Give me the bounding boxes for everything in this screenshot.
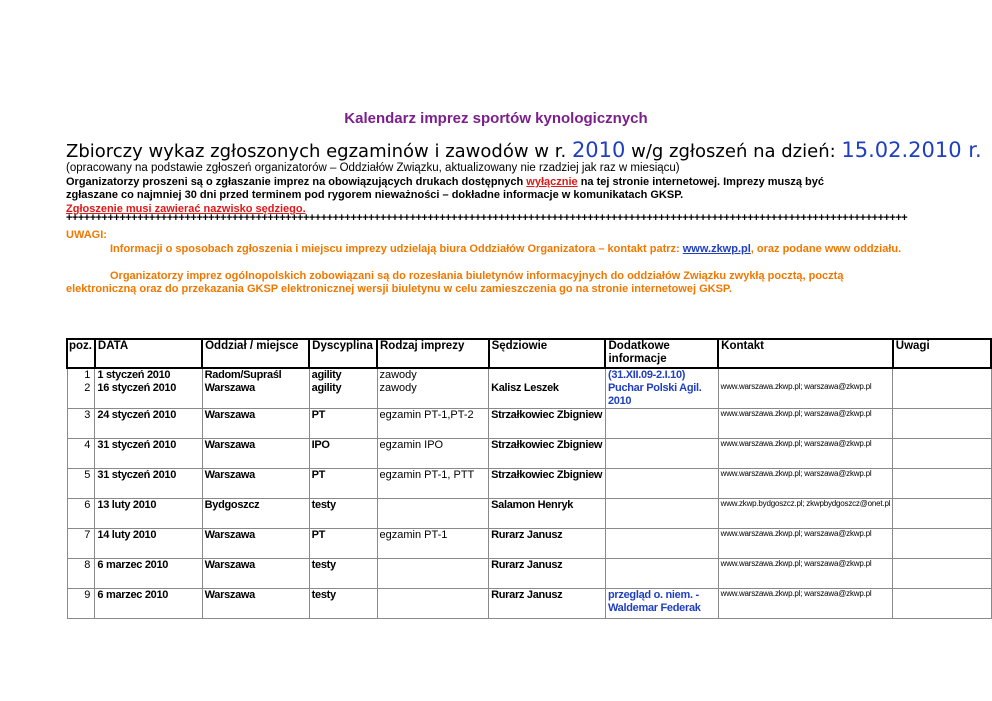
cell-oddzial: Warszawa: [202, 382, 309, 409]
table-row: [67, 529, 991, 559]
heading-date: 15.02.2010 r.: [841, 138, 982, 162]
column-header-sedziowie: Sędziowie: [489, 339, 606, 368]
cell-dyscyplina: agility: [309, 382, 377, 409]
cell-dodatkowe: Puchar Polski Agil. 2010: [605, 382, 718, 409]
cell-oddzial: Bydgoszcz: [202, 499, 309, 529]
cell-poz: 3: [67, 409, 95, 439]
organizers-text-a: Organizatorzy proszeni są o zgłaszanie imprez na obowiązujących drukach dostępnych: [66, 176, 527, 188]
heading-year: 2010: [571, 138, 626, 162]
cell-rodzaj: [377, 589, 489, 619]
column-header-oddzial: Oddział / miejsce: [202, 339, 309, 368]
events-table: [66, 338, 992, 619]
cell-oddzial: Warszawa: [202, 529, 309, 559]
cell-kontakt: www.warszawa.zkwp.pl; warszawa@zkwp.pl: [718, 409, 893, 439]
column-header-dyscyplina: Dyscyplina: [309, 339, 377, 368]
table-row: [67, 559, 991, 589]
cell-oddzial: Warszawa: [202, 589, 309, 619]
judge-name-requirement: Zgłoszenie musi zawierać nazwisko sędziego.: [66, 203, 306, 215]
cell-sedziowie: Strzałkowiec Zbigniew: [489, 469, 606, 499]
cell-poz: 4: [67, 439, 95, 469]
table-row: [67, 368, 991, 382]
cell-oddzial: Warszawa: [202, 439, 309, 469]
zkwp-link[interactable]: www.zkwp.pl: [682, 243, 751, 255]
table-row: [67, 469, 991, 499]
table-row: [67, 382, 991, 409]
cell-sedziowie: Rurarz Janusz: [489, 529, 606, 559]
cell-sedziowie: Rurarz Janusz: [489, 559, 606, 589]
cell-oddzial: Warszawa: [202, 559, 309, 589]
cell-oddzial: Warszawa: [202, 409, 309, 439]
cell-data: 6 marzec 2010: [95, 589, 202, 619]
cell-rodzaj: [377, 499, 489, 529]
cell-poz: 1: [67, 368, 95, 382]
heading-middle: w/g zgłoszeń na dzień:: [625, 141, 842, 162]
info1-text-a: Informacji o sposobach zgłoszenia i miejscu imprezy udzielają biura Oddziałów Organizatora – kontakt patrz:: [110, 243, 683, 255]
cell-dyscyplina: PT: [309, 409, 377, 439]
cell-data: 1 styczeń 2010: [95, 368, 202, 382]
cell-oddzial: Warszawa: [202, 469, 309, 499]
info-paragraph-1: [66, 243, 916, 256]
page-title: Kalendarz imprez sportów kynologicznych: [344, 110, 648, 127]
cell-data: 6 marzec 2010: [95, 559, 202, 589]
organizers-notice-line-2: zgłaszane co najmniej 30 dni przed terminem pod rygorem nieważności – dokładne informacje w komunikatach GKSP.: [66, 189, 684, 201]
cell-dyscyplina: agility: [309, 368, 377, 382]
cell-uwagi: [893, 382, 991, 409]
cell-uwagi: [893, 499, 991, 529]
cell-sedziowie: Strzałkowiec Zbigniew: [489, 439, 606, 469]
compilation-note: (opracowany na podstawie zgłoszeń organizatorów – Oddziałów Związku, aktualizowany nie rzadziej jak raz w miesiącu): [66, 162, 680, 174]
cell-uwagi: [893, 409, 991, 439]
table-header-row: [67, 339, 991, 368]
cell-poz: 8: [67, 559, 95, 589]
cell-rodzaj: egzamin PT-1, PTT: [377, 469, 489, 499]
cell-sedziowie: Strzałkowiec Zbigniew: [489, 409, 606, 439]
table-row: [67, 409, 991, 439]
cell-kontakt: www.warszawa.zkwp.pl; warszawa@zkwp.pl: [718, 589, 893, 619]
cell-kontakt: www.warszawa.zkwp.pl; warszawa@zkwp.pl: [718, 382, 893, 409]
cell-sedziowie: [489, 368, 606, 382]
cell-dyscyplina: testy: [309, 499, 377, 529]
cell-rodzaj: zawody: [377, 382, 489, 409]
cell-kontakt: www.warszawa.zkwp.pl; warszawa@zkwp.pl: [718, 469, 893, 499]
column-header-kontakt: Kontakt: [718, 339, 893, 368]
cell-dodatkowe: [605, 409, 718, 439]
cell-dodatkowe: [605, 439, 718, 469]
cell-dyscyplina: testy: [309, 559, 377, 589]
cell-sedziowie: Kalisz Leszek: [489, 382, 606, 409]
column-header-rodzaj: Rodzaj imprezy: [377, 339, 489, 368]
cell-kontakt: www.warszawa.zkwp.pl; warszawa@zkwp.pl: [718, 529, 893, 559]
cell-data: 24 styczeń 2010: [95, 409, 202, 439]
cell-oddzial: Radom/Supraśl: [202, 368, 309, 382]
cell-kontakt: www.warszawa.zkwp.pl; warszawa@zkwp.pl: [718, 439, 893, 469]
cell-sedziowie: Rurarz Janusz: [489, 589, 606, 619]
column-header-dodatkowe: Dodatkowe informacje: [605, 339, 718, 368]
cell-poz: 6: [67, 499, 95, 529]
cell-rodzaj: egzamin PT-1,PT-2: [377, 409, 489, 439]
cell-poz: 2: [67, 382, 95, 409]
cell-dyscyplina: PT: [309, 469, 377, 499]
cell-dodatkowe: [605, 469, 718, 499]
cell-uwagi: [893, 368, 991, 382]
cell-kontakt: [718, 368, 893, 382]
cell-uwagi: [893, 439, 991, 469]
organizers-text-b: na tej stronie internetowej. Imprezy muszą być: [577, 176, 824, 188]
cell-data: 16 styczeń 2010: [95, 382, 202, 409]
info-paragraph-2: Organizatorzy imprez ogólnopolskich zobowiązani są do rozesłania biuletynów informacyjnych do oddziałów Związku zwykłą pocztą, pocztą elektroniczną oraz do przekazania GKSP elektronicznej wersji biuletynu w celu zamieszczenia go na stronie internetowej GKSP.: [66, 270, 844, 295]
uwagi-label: UWAGI:: [66, 229, 107, 241]
organizers-notice-line-1: [66, 176, 824, 188]
cell-sedziowie: Salamon Henryk: [489, 499, 606, 529]
table-row: [67, 439, 991, 469]
cell-dodatkowe: [605, 559, 718, 589]
summary-heading: [66, 138, 982, 162]
cell-dyscyplina: IPO: [309, 439, 377, 469]
column-header-poz: poz.: [67, 339, 95, 368]
cell-rodzaj: egzamin PT-1: [377, 529, 489, 559]
cell-uwagi: [893, 469, 991, 499]
organizers-highlight: wyłącznie: [526, 176, 578, 188]
cell-data: 14 luty 2010: [95, 529, 202, 559]
cell-data: 13 luty 2010: [95, 499, 202, 529]
heading-prefix: Zbiorczy wykaz zgłoszonych egzaminów i zawodów w r.: [66, 141, 572, 162]
cell-data: 31 styczeń 2010: [95, 469, 202, 499]
separator-line: ++++++++++++++++++++++++++++++++++++++++++++++++++++++++++++++++++++++++++++++++++++++++++++++++++++++++++++++++++++++++++++++++++++++++++++++: [66, 212, 908, 224]
cell-poz: 7: [67, 529, 95, 559]
column-header-uwagi: Uwagi: [893, 339, 991, 368]
cell-poz: 9: [67, 589, 95, 619]
cell-uwagi: [893, 529, 991, 559]
cell-rodzaj: zawody: [377, 368, 489, 382]
column-header-data: DATA: [95, 339, 202, 368]
cell-poz: 5: [67, 469, 95, 499]
cell-dyscyplina: testy: [309, 589, 377, 619]
cell-dyscyplina: PT: [309, 529, 377, 559]
cell-uwagi: [893, 559, 991, 589]
cell-kontakt: www.warszawa.zkwp.pl; warszawa@zkwp.pl: [718, 559, 893, 589]
cell-rodzaj: egzamin IPO: [377, 439, 489, 469]
table-row: [67, 589, 991, 619]
cell-dodatkowe: przegląd o. niem. - Waldemar Federak: [605, 589, 718, 619]
cell-dodatkowe: (31.XII.09-2.I.10): [605, 368, 718, 382]
cell-dodatkowe: [605, 529, 718, 559]
cell-uwagi: [893, 589, 991, 619]
cell-kontakt: www.zkwp.bydgoszcz.pl; zkwpbydgoszcz@onet.pl: [718, 499, 893, 529]
info1-text-b: , oraz podane www oddziału.: [750, 243, 902, 255]
table-row: [67, 499, 991, 529]
cell-dodatkowe: [605, 499, 718, 529]
cell-data: 31 styczeń 2010: [95, 439, 202, 469]
cell-rodzaj: [377, 559, 489, 589]
